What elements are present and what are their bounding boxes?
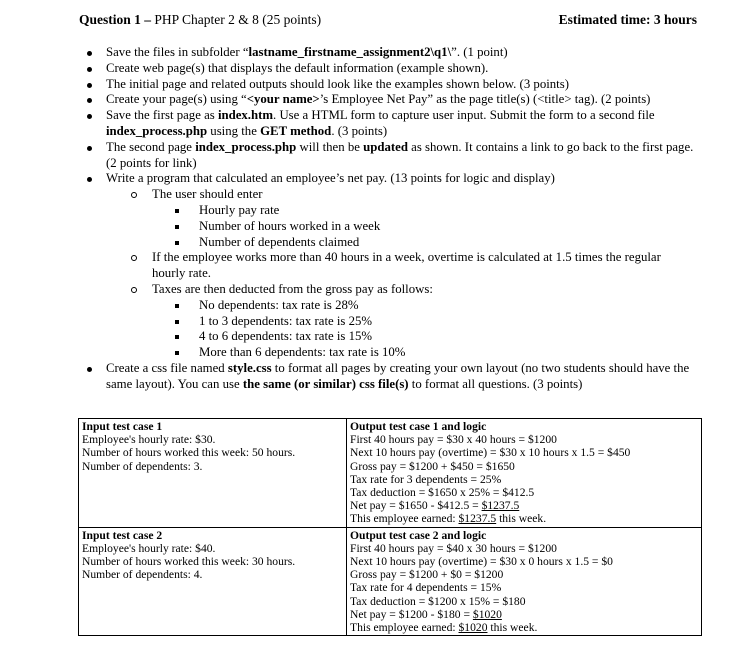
requirement-look: The initial page and related outputs should look like the examples shown below. (3 points) <box>84 77 696 93</box>
net-pay-value: $1020 <box>472 607 502 621</box>
folder-name: lastname_firstname_assignment2\q1\ <box>248 45 452 59</box>
question-subject: PHP Chapter 2 & 8 (25 points) <box>151 12 322 27</box>
program-sublist <box>106 187 696 361</box>
output-test-case-1: Output test case 1 and logic First 40 hours pay = $30 x 40 hours = $1200 Next 10 hours pay (overtime) = $30 x 10 hours x 1.5 = $450 Gross pay = $1200 + $450 = $1650 Tax rate for 3 dependents = 25% Tax deduction = $1650 x 25% = $412.5 Net pay = $1650 - $412.5 = $1237.5 This employee earned: $1237.5 this week. <box>347 419 702 528</box>
test-cases-table <box>78 418 702 636</box>
input-test-case-1: Input test case 1 Employee's hourly rate: $30. Number of hours worked this week: 50 hours. Number of dependents: 3. <box>79 419 347 528</box>
sub-overtime: If the employee works more than 40 hours in a week, overtime is calculated at 1.5 times the regular hourly rate. <box>106 250 696 282</box>
sub-taxes: Taxes are then deducted from the gross pay as follows: No dependents: tax rate is 28% 1 to 3 dependents: tax rate is 25% 4 to 6 dependents: tax rate is 15% More than 6 dependents: tax rate is 10% <box>106 282 696 361</box>
index-process-php: index_process.php <box>106 123 208 138</box>
your-name-placeholder: <your name> <box>246 92 320 107</box>
requirement-save-folder: Save the files in subfolder “lastname_firstname_assignment2\q1\”. (1 point) <box>84 45 696 61</box>
input-test-case-2: Input test case 2 Employee's hourly rate: $40. Number of hours worked this week: 30 hours. Number of dependents: 4. <box>79 527 347 636</box>
tax-item: 4 to 6 dependents: tax rate is 15% <box>152 329 696 345</box>
output-test-case-2: Output test case 2 and logic First 40 hours pay = $40 x 30 hours = $1200 Next 10 hours pay (overtime) = $30 x 0 hours x 1.5 = $0 Gross pay = $1200 + $0 = $1200 Tax rate for 4 dependents = 15% Tax deduction = $1200 x 15% = $180 Net pay = $1200 - $180 = $1020 This employee earned: $1020 this week. <box>347 527 702 636</box>
table-row <box>79 419 702 528</box>
table-row <box>79 527 702 636</box>
get-method: GET method <box>260 123 332 138</box>
requirement-css: Create a css file named style.css to format all pages by creating your own layout (no two students should have the same layout). You can use the same (or similar) css file(s) to format all questions. (3 points) <box>84 361 696 393</box>
input-item: Number of hours worked in a week <box>152 219 696 235</box>
net-pay-value: $1237.5 <box>481 499 520 513</box>
tax-item: 1 to 3 dependents: tax rate is 25% <box>152 314 696 330</box>
tax-item: More than 6 dependents: tax rate is 10% <box>152 345 696 361</box>
estimated-time: Estimated time: 3 hours <box>558 12 697 27</box>
requirement-program: Write a program that calculated an employee’s net pay. (13 points for logic and display) The user should enter Hourly pay rate Number of hours worked in a week Number of dependents claimed If the employee works more than 40 hours in a week, overtime is calculated at 1.5 times the regular hourly rate. Taxes are then deducted from the gross pay as follows: No dependents: tax rate is 28% 1 to 3 dependents: tax rate is 25% 4 to 6 dependents: tax rate is 15% More than 6 dependents: tax rate is 10% <box>84 171 696 361</box>
requirements-list <box>84 45 696 393</box>
requirement-first-page: Save the first page as index.htm. Use a HTML form to capture user input. Submit the form to a second file index_process.php using the GET method. (3 points) <box>84 108 696 140</box>
question-header <box>79 12 699 32</box>
sub-user-enter: The user should enter Hourly pay rate Number of hours worked in a week Number of dependents claimed <box>106 187 696 250</box>
earned-value: $1237.5 <box>458 512 497 526</box>
requirement-default-info: Create web page(s) that displays the default information (example shown). <box>84 61 696 77</box>
question-number: Question 1 – <box>79 12 152 27</box>
tax-item: No dependents: tax rate is 28% <box>152 298 696 314</box>
index-htm: index.htm <box>217 108 274 123</box>
input-item: Hourly pay rate <box>152 203 696 219</box>
requirement-second-page: The second page index_process.php will then be updated as shown. It contains a link to go back to the first page. (2 points for link) <box>84 140 696 172</box>
requirement-page-title: Create your page(s) using “<your name>’s Employee Net Pay” as the page title(s) (<title> tag). (2 points) <box>84 92 696 108</box>
earned-value: $1020 <box>458 621 488 635</box>
style-css: style.css <box>227 360 272 375</box>
input-item: Number of dependents claimed <box>152 235 696 251</box>
question-title <box>79 12 321 28</box>
